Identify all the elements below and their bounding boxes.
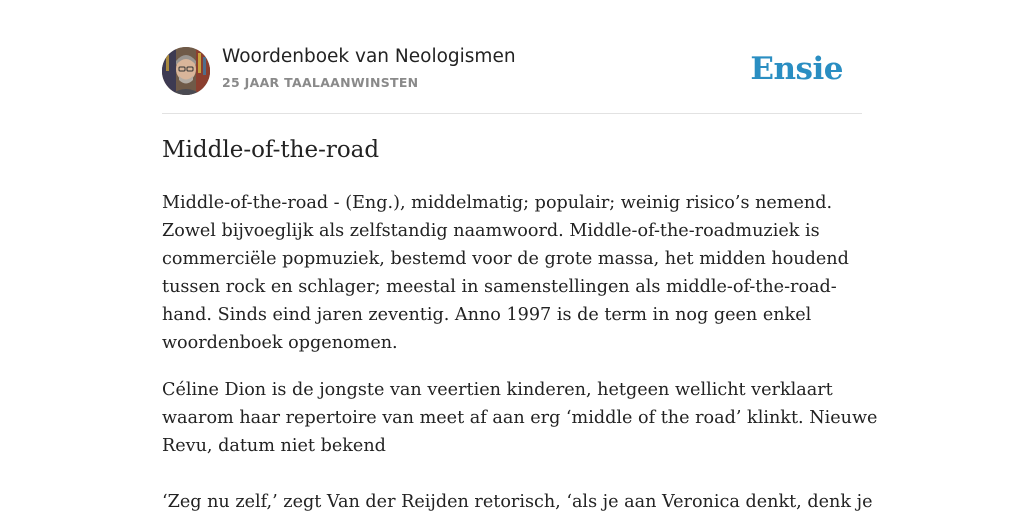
definition-line: hand. Sinds eind jaren zeventig. Anno 1997 is de term in nog geen enkel (162, 305, 812, 325)
definition-line: commerciële popmuziek, bestemd voor de grote massa, het midden houdend (162, 249, 849, 269)
definition-line: woordenboek opgenomen. (162, 333, 398, 353)
definition-line: Middle-of-the-road - (Eng.), middelmatig; populair; weinig risico’s nemend. (162, 193, 833, 213)
author-subtitle: 25 JAAR TAALAANWINSTEN (222, 75, 419, 90)
quote-line: Céline Dion is de jongste van veertien kinderen, hetgeen wellicht verklaart (162, 380, 833, 400)
definition-line: tussen rock en schlager; meestal in samenstellingen als middle-of-the-road- (162, 277, 837, 297)
author-avatar[interactable] (162, 47, 210, 95)
brand-logo-link[interactable]: Ensie (750, 51, 843, 87)
quote-line: ‘Zeg nu zelf,’ zegt Van der Reijden retorisch, ‘als je aan Veronica denkt, denk je (162, 492, 873, 512)
entry-title: Middle-of-the-road (162, 137, 380, 163)
quote-line: waarom haar repertoire van meet af aan erg ‘middle of the road’ klinkt. Nieuwe (162, 408, 878, 428)
quote-paragraph (162, 488, 873, 512)
entry-body (162, 189, 878, 512)
quote-paragraph (162, 376, 878, 460)
definition-paragraph (162, 189, 862, 357)
page-container (162, 0, 878, 512)
quote-line: Revu, datum niet bekend (162, 436, 386, 456)
avatar-portrait-icon (162, 47, 210, 95)
author-name[interactable]: Woordenboek van Neologismen (222, 46, 516, 67)
definition-line: Zowel bijvoeglijk als zelfstandig naamwoord. Middle-of-the-roadmuziek is (162, 221, 820, 241)
header (162, 0, 862, 114)
